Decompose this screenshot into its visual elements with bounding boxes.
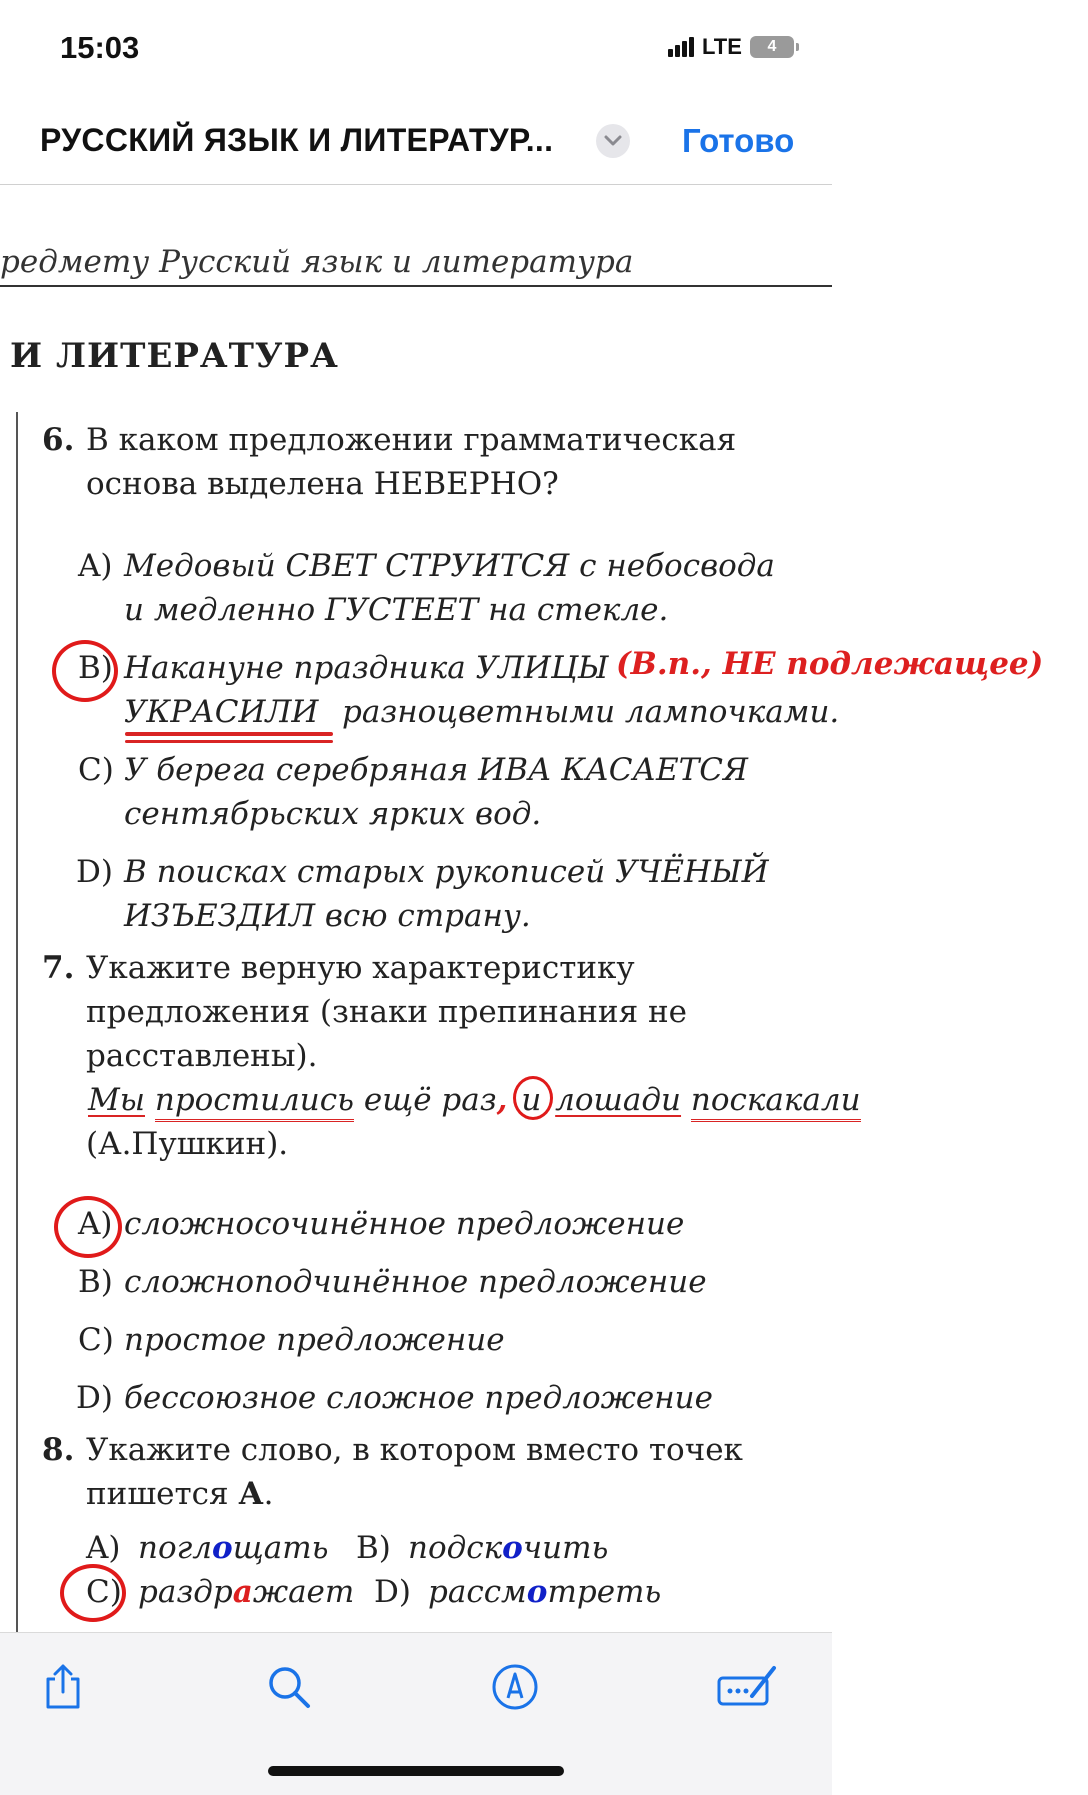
word-part: чить — [522, 1530, 609, 1566]
conjunction-circle — [513, 1076, 553, 1120]
document-title[interactable]: РУССКИЙ ЯЗЫК И ЛИТЕРАТУР... — [40, 122, 554, 158]
q7-option-c-letter: C) — [78, 1322, 114, 1358]
q8-option-b — [408, 1526, 608, 1570]
margin-line — [16, 412, 18, 1632]
q6-option-d-letter: D) — [76, 854, 113, 890]
underline-mark — [125, 732, 333, 736]
word-part: погл — [138, 1530, 213, 1566]
q6-option-b-line1: Накануне праздника УЛИЦЫ — [124, 650, 609, 686]
q6-option-c-line1: У берега серебряная ИВА КАСАЕТСЯ — [124, 752, 749, 788]
inserted-comma: , — [496, 1082, 508, 1118]
q7-author: (А.Пушкин). — [86, 1126, 289, 1162]
q8-option-b-letter: B) — [356, 1530, 391, 1566]
signal-icon — [668, 37, 694, 57]
marked-letter: о — [502, 1530, 523, 1566]
q8-option-d — [428, 1570, 661, 1614]
q8-text-line2 — [86, 1472, 274, 1516]
q6-text-line1: В каком предложении грамматическая — [86, 422, 737, 458]
q6-option-d-line1: В поисках старых рукописей УЧЁНЫЙ — [124, 854, 769, 890]
subject-heading: И ЛИТЕРАТУРА — [10, 336, 339, 376]
word-part: жает — [252, 1574, 355, 1610]
q7-sentence — [88, 1078, 861, 1122]
q6-text-line2: основа выделена НЕВЕРНО? — [86, 466, 559, 502]
q6-option-c-line2: сентябрьских ярких вод. — [124, 796, 542, 832]
word-part: рассм — [428, 1574, 527, 1610]
done-button[interactable]: Готово — [682, 122, 795, 159]
q6-option-b-word: УКРАСИЛИ — [124, 694, 319, 730]
sentence-word-subject: Мы — [88, 1082, 145, 1118]
word-part: треть — [547, 1574, 662, 1610]
q6-number: 6. — [42, 422, 75, 458]
marked-letter: а — [232, 1574, 253, 1610]
q7-option-a: сложносочинённое предложение — [124, 1206, 685, 1242]
sentence-word-predicate: простились — [155, 1082, 354, 1122]
q7-option-b-letter: B) — [78, 1264, 113, 1300]
sentence-words: ещё раз — [363, 1082, 497, 1118]
home-indicator[interactable] — [268, 1766, 564, 1776]
q8-letter-a: А — [238, 1476, 264, 1512]
q8-option-a-letter: A) — [86, 1530, 121, 1566]
q7-option-d-letter: D) — [76, 1380, 113, 1416]
q6-option-a-line2: и медленно ГУСТЕЕТ на стекле. — [124, 592, 669, 628]
underline-mark — [125, 740, 333, 743]
q6-option-b-line2: разноцветными лампочками. — [342, 694, 840, 730]
q8-text-line1: Укажите слово, в котором вместо точек — [86, 1432, 743, 1468]
q8-number: 8. — [42, 1432, 75, 1468]
edit-icon[interactable] — [716, 1662, 780, 1712]
marked-letter: о — [526, 1574, 548, 1610]
conjunction-word: и — [521, 1082, 542, 1118]
page-header: редмету Русский язык и литература — [0, 244, 634, 280]
q8-text-period: . — [263, 1476, 274, 1512]
header-rule — [0, 285, 832, 287]
q8-option-c — [138, 1570, 354, 1614]
sentence-word-subject-2: лошади — [555, 1082, 682, 1118]
q7-option-a-letter: A) — [78, 1206, 113, 1242]
word-part: подск — [408, 1530, 503, 1566]
word-part: раздр — [138, 1574, 233, 1610]
search-icon[interactable] — [264, 1662, 314, 1712]
q8-option-d-letter: D) — [374, 1574, 411, 1610]
q8-text-part: пишется — [86, 1476, 239, 1512]
q7-number: 7. — [42, 950, 75, 986]
q7-option-d: бессоюзное сложное предложение — [124, 1380, 713, 1416]
q7-option-b: сложноподчинённое предложение — [124, 1264, 707, 1300]
q7-text-line2: предложения (знаки препинания не — [86, 994, 687, 1030]
status-time: 15:03 — [60, 30, 140, 65]
q6-option-a-line1: Медовый СВЕТ СТРУИТСЯ с небосвода — [124, 548, 775, 584]
status-indicators — [668, 34, 794, 60]
battery-icon: 4 — [750, 36, 794, 58]
q8-option-a — [138, 1526, 329, 1570]
q7-text-line1: Укажите верную характеристику — [86, 950, 635, 986]
q6-option-a-letter: A) — [78, 548, 113, 584]
chevron-down-icon[interactable] — [596, 124, 630, 158]
q7-text-line3: расставлены). — [86, 1038, 318, 1074]
network-label: LTE — [702, 34, 742, 59]
word-part: щать — [232, 1530, 329, 1566]
sentence-word-predicate-2: поскакали — [691, 1082, 861, 1122]
marked-letter: о — [212, 1530, 233, 1566]
q7-option-c: простое предложение — [124, 1322, 505, 1358]
share-icon[interactable] — [38, 1662, 88, 1712]
circled-conjunction — [517, 1078, 545, 1122]
answer-circle-q6 — [52, 640, 118, 702]
q6-option-b-letter: B) — [78, 650, 113, 686]
markup-icon[interactable] — [490, 1662, 540, 1712]
q6-option-c-letter: C) — [78, 752, 114, 788]
nav-divider — [0, 184, 832, 185]
annotation-note: (В.п., НЕ подлежащее) — [616, 646, 1044, 682]
q8-option-c-letter: C) — [86, 1574, 122, 1610]
q6-option-d-line2: ИЗЪЕЗДИЛ всю страну. — [124, 898, 531, 934]
